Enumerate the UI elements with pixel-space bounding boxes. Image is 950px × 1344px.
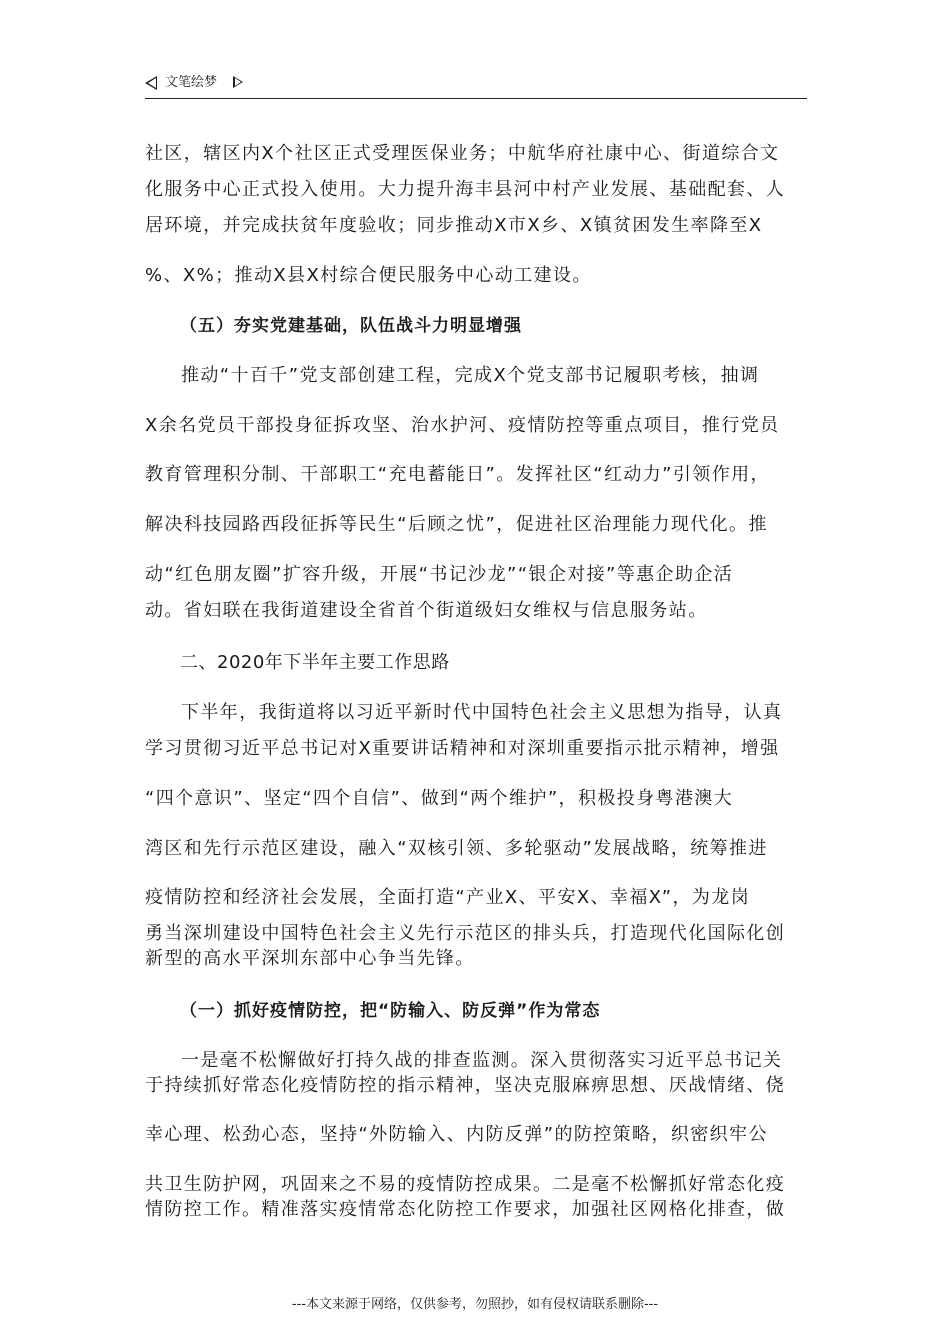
triangle-right-icon: [233, 76, 243, 88]
body-line: X余名党员干部投身征拆攻坚、治水护河、疫情防控等重点项目，推行党员: [145, 415, 780, 436]
body-line: 下半年，我街道将以习近平新时代中国特色社会主义思想为指导，认真: [181, 702, 783, 723]
body-line: 新型的高水平深圳东部中心争当先锋。: [145, 948, 475, 969]
page-footer: ---本文来源于网络，仅供参考，勿照抄，如有侵权请联系删除---: [291, 1297, 659, 1312]
body-line: 化服务中心正式投入使用。大力提升海丰县河中村产业发展、基础配套、人: [145, 179, 786, 200]
page-header: [145, 74, 807, 99]
body-line: 情防控工作。精准落实疫情常态化防控工作要求，加强社区网格化排查，做: [145, 1199, 786, 1220]
body-line: 疫情防控和经济社会发展，全面打造“产业X、平安X、幸福X”，为龙岗: [145, 887, 751, 908]
body-line: 湾区和先行示范区建设，融入“双核引领、多轮驱动”发展战略，统筹推进: [145, 838, 768, 859]
header-title: 文笔绘梦: [165, 75, 218, 90]
body-line: 学习贯彻习近平总书记对X重要讲话精神和对深圳重要指示批示精神，增强: [145, 738, 780, 759]
section-heading: （一）抓好疫情防控，把“防输入、防反弹”作为常态: [180, 1001, 601, 1021]
body-line: 于持续抓好常态化疫情防控的指示精神，坚决克服麻痹思想、厌战情绪、侥: [145, 1075, 786, 1096]
body-line: 教育管理积分制、干部职工“充电蓄能日”。发挥社区“红动力”引领作用，: [145, 464, 770, 485]
body-line: 幸心理、松劲心态，坚持“外防输入、内防反弹”的防控策略，织密织牢公: [145, 1124, 768, 1145]
body-line: 推动“十百千”党支部创建工程，完成X个党支部书记履职考核，抽调: [181, 365, 760, 386]
body-line: 社区，辖区内X个社区正式受理医保业务；中航华府社康中心、街道综合文: [145, 143, 780, 164]
triangle-left-icon: [145, 76, 157, 90]
body-line: 共卫生防护网，巩固来之不易的疫情防控成果。二是毫不松懈抓好常态化疫: [145, 1174, 786, 1195]
chapter-heading: 二、2020年下半年主要工作思路: [180, 652, 450, 673]
body-line: 居环境，并完成扶贫年度验收；同步推动X市X乡、X镇贫困发生率降至X: [145, 215, 763, 236]
section-heading: （五）夯实党建基础，队伍战斗力明显增强: [180, 316, 522, 336]
body-line: 动“红色朋友圈”扩容升级，开展“书记沙龙”“银企对接”等惠企助企活: [145, 564, 734, 585]
body-line: 动。省妇联在我街道建设全省首个街道级妇女维权与信息服务站。: [145, 600, 708, 621]
body-line: “四个意识”、坚定“四个自信”、做到“两个维护”，积极投身粤港澳大: [145, 788, 734, 809]
body-line: 一是毫不松懈做好打持久战的排查监测。深入贯彻落实习近平总书记关: [181, 1050, 783, 1071]
body-line: 解决科技园路西段征拆等民生“后顾之忧”，促进社区治理能力现代化。推: [145, 514, 768, 535]
body-line: %、X%；推动X县X村综合便民服务中心动工建设。: [145, 265, 592, 286]
body-line: 勇当深圳建设中国特色社会主义先行示范区的排头兵，打造现代化国际化创: [145, 923, 786, 944]
